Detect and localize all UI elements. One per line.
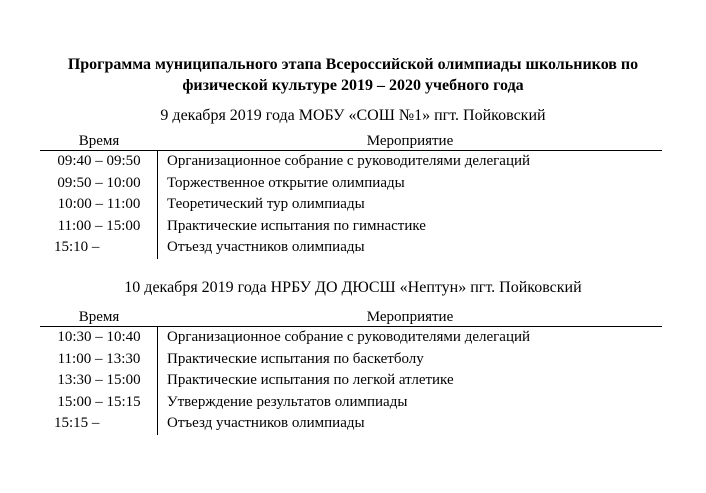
- row-event: Отъезд участников олимпиады: [167, 239, 365, 255]
- row-time: 10:00 – 11:00: [57, 196, 141, 212]
- table-row: [40, 327, 662, 349]
- table-row: [40, 392, 662, 414]
- document-title-line-1: Программа муниципального этапа Всероссийской олимпиады школьников по: [67, 56, 639, 73]
- row-time: 11:00 – 13:30: [57, 350, 141, 367]
- table-row: [40, 237, 662, 259]
- row-time: 15:00 – 15:15: [57, 393, 141, 410]
- row-event: Практические испытания по баскетболу: [167, 350, 424, 367]
- row-event: Организационное собрание с руководителями делегаций: [167, 153, 531, 169]
- table-row: [40, 151, 662, 173]
- row-event: Утверждение результатов олимпиады: [167, 393, 408, 410]
- day-2-table-body: [40, 327, 662, 435]
- table-row: [40, 216, 662, 238]
- day-2-header-event: Мероприятие: [366, 309, 454, 325]
- row-time: 09:50 – 10:00: [57, 174, 141, 191]
- row-time: 15:10 –: [54, 239, 100, 255]
- row-time: 15:15 –: [54, 415, 100, 431]
- day-1-header-time: Время: [78, 133, 120, 149]
- table-row: [40, 370, 662, 392]
- row-time: 13:30 – 15:00: [57, 372, 141, 388]
- day-2-table-header: [40, 308, 662, 327]
- row-event: Отъезд участников олимпиады: [167, 415, 365, 431]
- table-row: [40, 413, 662, 435]
- day-1-subtitle: 9 декабря 2019 года МОБУ «СОШ №1» пгт. Пойковский: [160, 107, 546, 124]
- row-event: Практические испытания по гимнастике: [167, 217, 426, 234]
- day-2-schedule-table: [40, 308, 662, 435]
- document-title-line-2: физической культуре 2019 – 2020 учебного года: [182, 77, 524, 94]
- day-1-header-event: Мероприятие: [366, 133, 454, 149]
- table-row: [40, 349, 662, 371]
- row-event: Торжественное открытие олимпиады: [167, 174, 405, 191]
- day-1-schedule-table: [40, 132, 662, 259]
- row-event: Практические испытания по легкой атлетике: [167, 372, 454, 388]
- day-1-table-body: [40, 151, 662, 259]
- day-1-table-header: [40, 132, 662, 151]
- row-event: Теоретический тур олимпиады: [167, 196, 365, 212]
- day-2-subtitle: 10 декабря 2019 года НРБУ ДО ДЮСШ «Нептун» пгт. Пойковский: [124, 279, 582, 296]
- row-event: Организационное собрание с руководителями делегаций: [167, 329, 531, 345]
- table-row: [40, 194, 662, 216]
- day-2-header-time: Время: [78, 309, 120, 325]
- row-time: 10:30 – 10:40: [57, 329, 141, 345]
- row-time: 09:40 – 09:50: [57, 153, 141, 169]
- table-row: [40, 173, 662, 195]
- row-time: 11:00 – 15:00: [57, 217, 141, 234]
